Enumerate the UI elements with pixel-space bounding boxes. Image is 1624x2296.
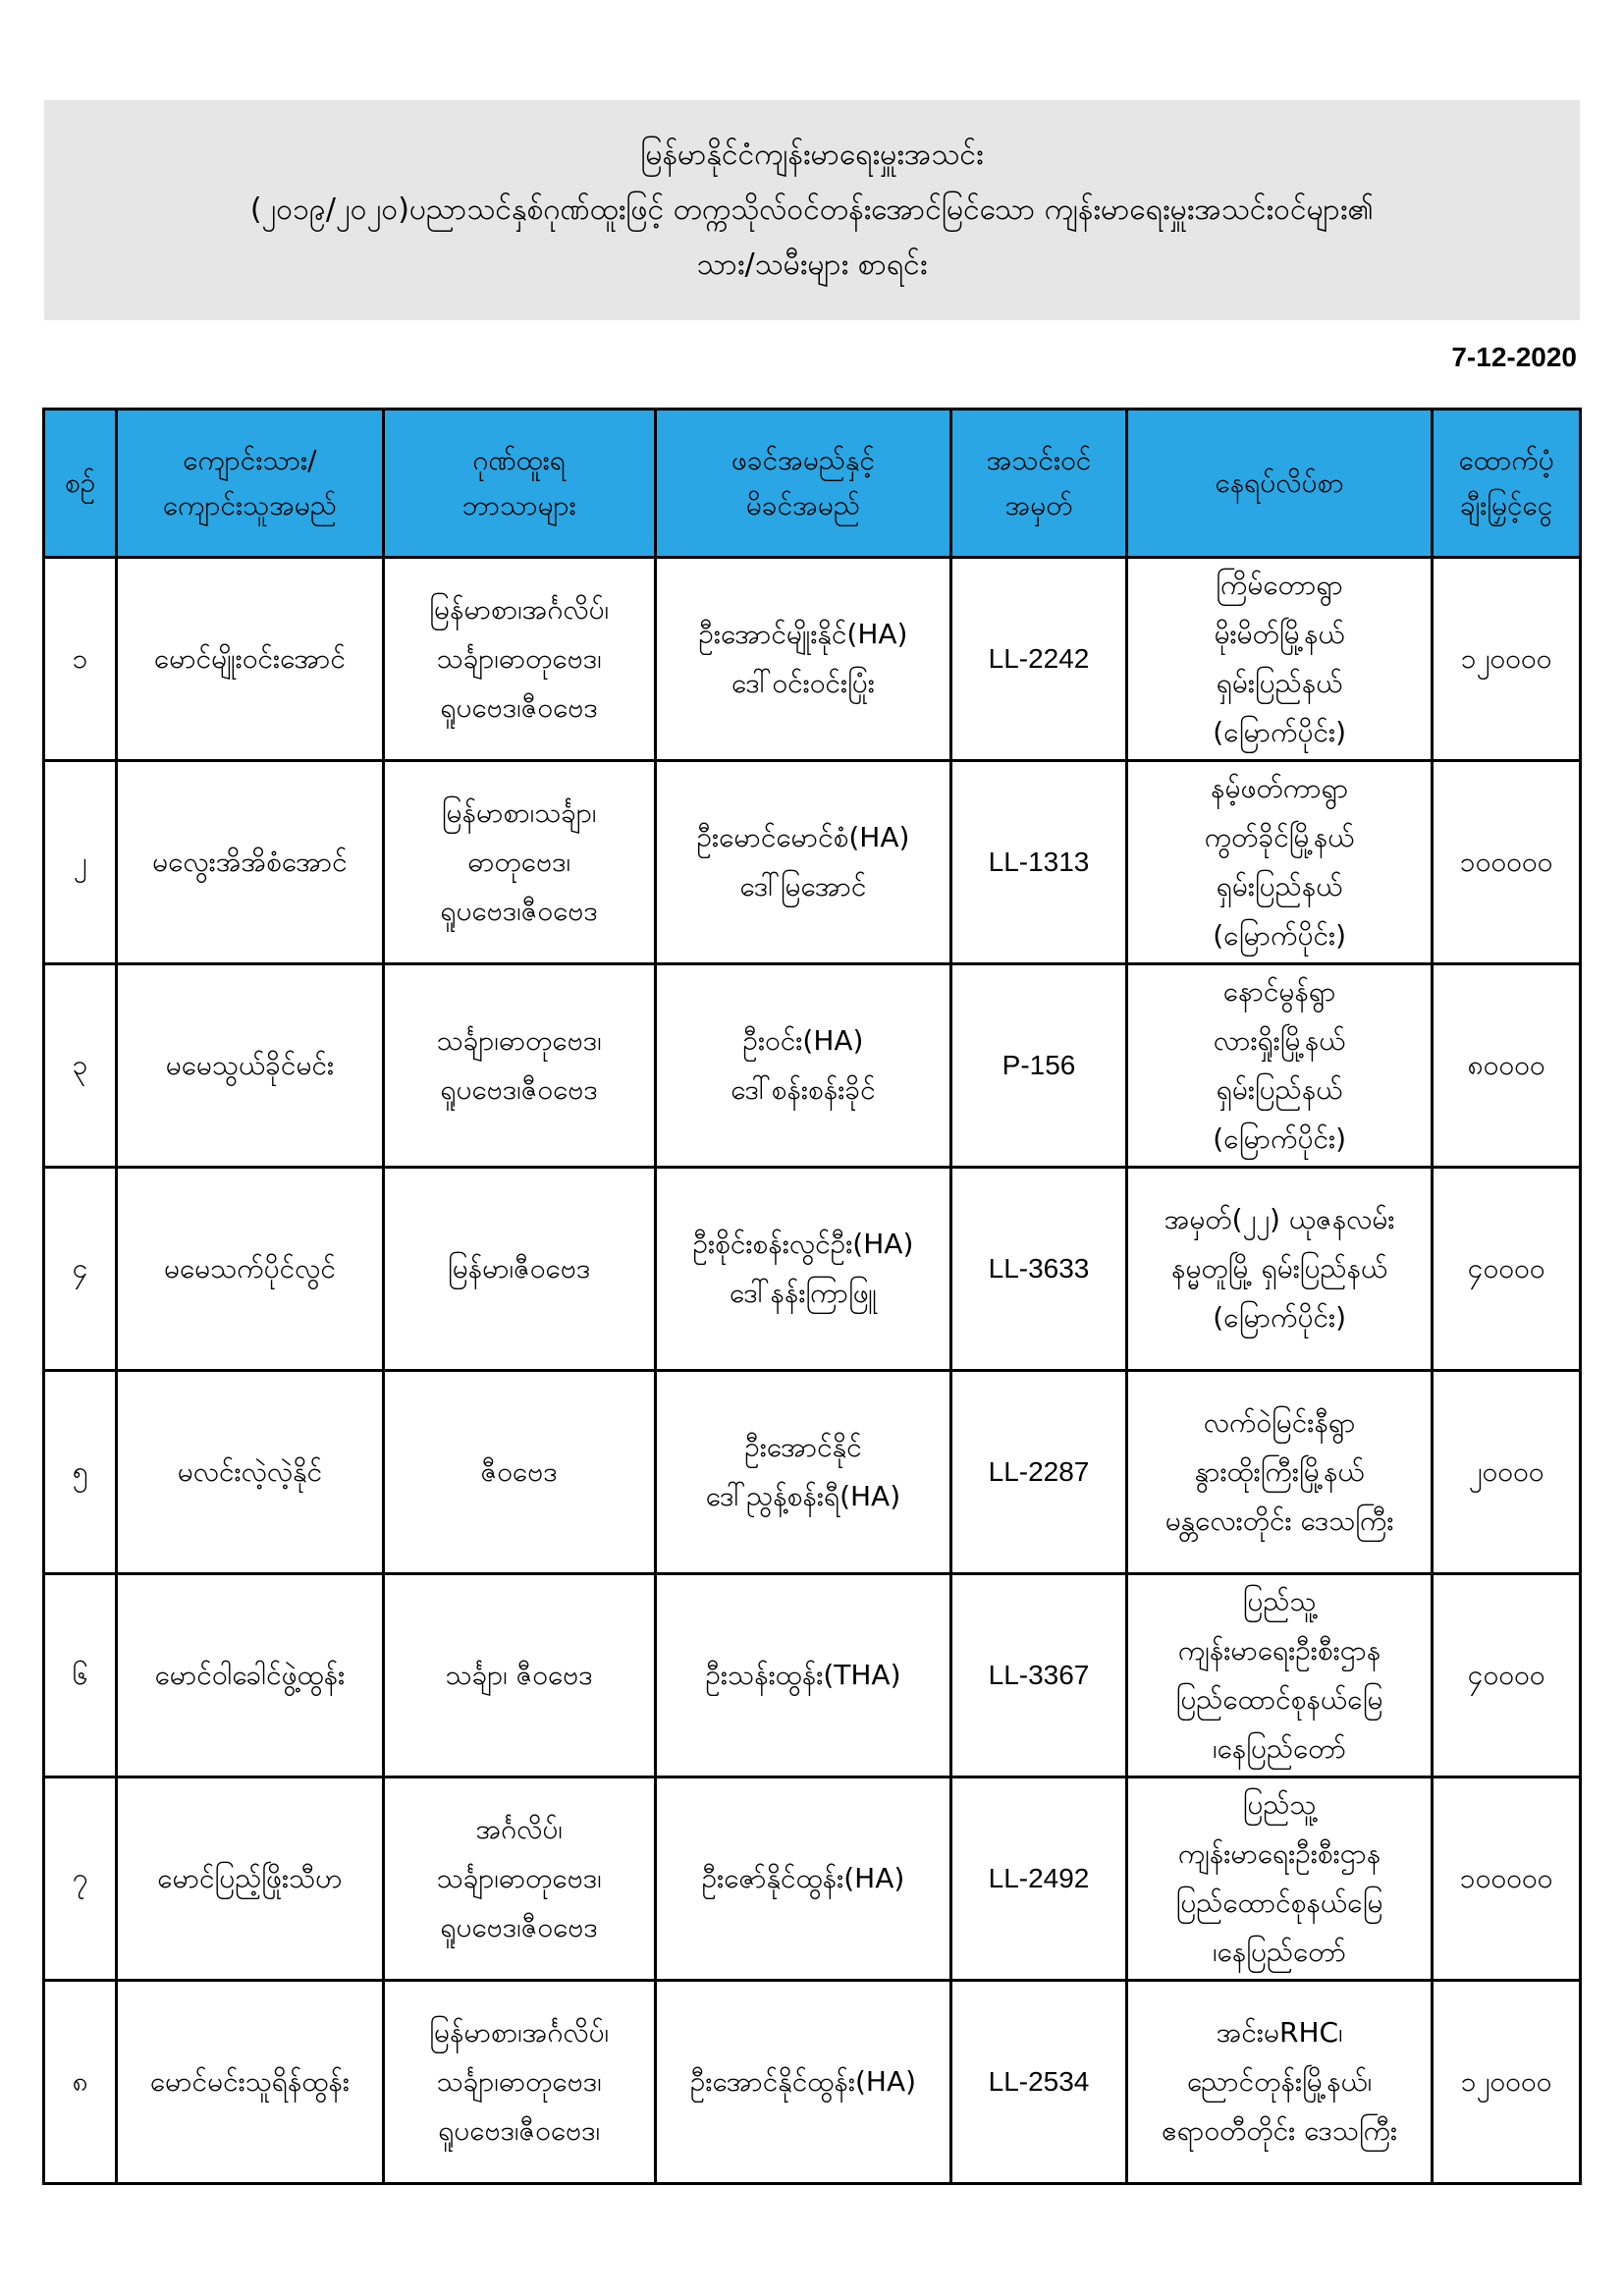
- document-header: [44, 100, 1580, 320]
- cell-license: P-156: [951, 964, 1127, 1168]
- cell-subjects: သင်္ချာ၊ ဇီဝဗေဒ: [383, 1574, 655, 1777]
- cell-parents: ဦးအောင်နိုင် ဒေါ်ညွန့်စန်းရီ(HA): [655, 1371, 950, 1574]
- col-header-address: နေရပ်လိပ်စာ: [1126, 410, 1432, 558]
- cell-subjects: မြန်မာစာ၊အင်္ဂလိပ်၊ သင်္ချာ၊ဓာတုဗေဒ၊ ရူပဗေဒ၊ဇီဝဗေဒ၊: [383, 1981, 655, 2184]
- cell-no: ၄: [44, 1168, 117, 1371]
- cell-amount: ၄၀၀၀၀: [1433, 1168, 1581, 1371]
- cell-address: အင်းမRHC၊ ညောင်တုန်းမြို့နယ်၊ ဧရာဝတီတိုင်း ဒေသကြီး: [1126, 1981, 1432, 2184]
- table-row: [44, 1168, 1581, 1371]
- cell-amount: ၁၂၀၀၀၀: [1433, 558, 1581, 761]
- cell-no: ၇: [44, 1777, 117, 1981]
- cell-no: ၅: [44, 1371, 117, 1574]
- cell-no: ၈: [44, 1981, 117, 2184]
- table-row: [44, 964, 1581, 1168]
- col-header-student-name: ကျောင်းသား/ ကျောင်းသူအမည်: [117, 410, 383, 558]
- cell-name: မောင်ပြည့်ဖြိုးသီဟ: [117, 1777, 383, 1981]
- cell-license: LL-3367: [951, 1574, 1127, 1777]
- cell-name: မလွေးအိအိစံအောင်: [117, 761, 383, 964]
- cell-amount: ၈၀၀၀၀: [1433, 964, 1581, 1168]
- cell-license: LL-2492: [951, 1777, 1127, 1981]
- table-row: [44, 1777, 1581, 1981]
- cell-license: LL-2287: [951, 1371, 1127, 1574]
- cell-license: LL-2242: [951, 558, 1127, 761]
- cell-amount: ၁၂၀၀၀၀: [1433, 1981, 1581, 2184]
- cell-amount: ၄၀၀၀၀: [1433, 1574, 1581, 1777]
- cell-name: မောင်မျိုးဝင်းအောင်: [117, 558, 383, 761]
- header-subtitle-2: သား/သမီးများ စာရင်း: [696, 247, 928, 282]
- table-row: [44, 1981, 1581, 2184]
- cell-subjects: အင်္ဂလိပ်၊ သင်္ချာ၊ဓာတုဗေဒ၊ ရူပဗေဒ၊ဇီဝဗေဒ: [383, 1777, 655, 1981]
- cell-amount: ၁၀၀၀၀၀: [1433, 761, 1581, 964]
- cell-name: မမေသွယ်ခိုင်မင်း: [117, 964, 383, 1168]
- cell-parents: ဦးဝင်း(HA) ဒေါ်စန်းစန်းခိုင်: [655, 964, 950, 1168]
- cell-name: မမေသက်ပိုင်လွင်: [117, 1168, 383, 1371]
- cell-parents: ဦးအောင်မျိုးနိုင်(HA) ဒေါ်ဝင်းဝင်းပြုံး: [655, 558, 950, 761]
- cell-parents: ဦးစိုင်းစန်းလွင်ဦး(HA) ဒေါ်နန်းကြာဖြူ: [655, 1168, 950, 1371]
- cell-license: LL-2534: [951, 1981, 1127, 2184]
- cell-license: LL-1313: [951, 761, 1127, 964]
- table-body: [44, 558, 1581, 2184]
- cell-no: ၁: [44, 558, 117, 761]
- col-header-subjects: ဂုဏ်ထူးရ ဘာသာများ: [383, 410, 655, 558]
- cell-parents: ဦးအောင်နိုင်ထွန်း(HA): [655, 1981, 950, 2184]
- cell-subjects: မြန်မာစာ၊သင်္ချာ၊ ဓာတုဗေဒ၊ ရူပဗေဒ၊ဇီဝဗေဒ: [383, 761, 655, 964]
- table-row: [44, 1574, 1581, 1777]
- cell-amount: ၁၀၀၀၀၀: [1433, 1777, 1581, 1981]
- cell-parents: ဦးသန်းထွန်း(THA): [655, 1574, 950, 1777]
- table-header-row: [44, 410, 1581, 558]
- cell-no: ၂: [44, 761, 117, 964]
- document-date: 7-12-2020: [1451, 342, 1577, 372]
- cell-address: ပြည်သူ့ ကျန်းမာရေးဦးစီးဌာန ပြည်ထောင်စုနယ်မြေ ၊နေပြည်တော်: [1126, 1777, 1432, 1981]
- cell-parents: ဦးမောင်မောင်စံ(HA) ဒေါ်မြအောင်: [655, 761, 950, 964]
- table-row: [44, 558, 1581, 761]
- cell-name: မောင်မင်းသူရိန်ထွန်း: [117, 1981, 383, 2184]
- table-row: [44, 761, 1581, 964]
- cell-amount: ၂၀၀၀၀: [1433, 1371, 1581, 1574]
- col-header-amount: ထောက်ပံ့ ချီးမြှင့်ငွေ: [1433, 410, 1581, 558]
- cell-name: မလင်းလဲ့လဲ့နိုင်: [117, 1371, 383, 1574]
- col-header-license: အသင်းဝင် အမှတ်: [951, 410, 1127, 558]
- cell-address: ကြိမ်တောရွာ မိုးမိတ်မြို့နယ် ရှမ်းပြည်နယ် (မြောက်ပိုင်း): [1126, 558, 1432, 761]
- cell-license: LL-3633: [951, 1168, 1127, 1371]
- cell-subjects: ဇီဝဗေဒ: [383, 1371, 655, 1574]
- cell-address: နမ့်ဖတ်ကာရွာ ကွတ်ခိုင်မြို့နယ် ရှမ်းပြည်နယ် (မြောက်ပိုင်း): [1126, 761, 1432, 964]
- cell-subjects: မြန်မာ၊ဇီဝဗေဒ: [383, 1168, 655, 1371]
- col-header-no: စဉ်: [44, 410, 117, 558]
- cell-no: ၆: [44, 1574, 117, 1777]
- cell-address: အမှတ်(၂၂) ယုဇနလမ်း နမ္မတူမြို့ ရှမ်းပြည်နယ် (မြောက်ပိုင်း): [1126, 1168, 1432, 1371]
- header-subtitle: (၂၀၁၉/၂၀၂၀)ပညာသင်နှစ်ဂုဏ်ထူးဖြင့် တက္ကသိုလ်ဝင်တန်းအောင်မြင်သော ကျန်းမာရေးမှူးအသင်းဝင်များ၏: [249, 192, 1375, 227]
- cell-subjects: မြန်မာစာ၊အင်္ဂလိပ်၊ သင်္ချာ၊ဓာတုဗေဒ၊ ရူပဗေဒ၊ဇီဝဗေဒ: [383, 558, 655, 761]
- col-header-parents: ဖခင်အမည်နှင့် မိခင်အမည်: [655, 410, 950, 558]
- cell-no: ၃: [44, 964, 117, 1168]
- cell-parents: ဦးဇော်နိုင်ထွန်း(HA): [655, 1777, 950, 1981]
- table-row: [44, 1371, 1581, 1574]
- cell-address: နောင်မွန်ရွာ လားရှိုးမြို့နယ် ရှမ်းပြည်နယ် (မြောက်ပိုင်း): [1126, 964, 1432, 1168]
- header-title: မြန်မာနိုင်ငံကျန်းမာရေးမှူးအသင်း: [640, 137, 984, 172]
- cell-address: ပြည်သူ့ ကျန်းမာရေးဦးစီးဌာန ပြည်ထောင်စုနယ်မြေ ၊နေပြည်တော်: [1126, 1574, 1432, 1777]
- cell-name: မောင်ဝါခေါင်ဖွဲ့ထွန်း: [117, 1574, 383, 1777]
- cell-address: လက်ဝဲမြင်းနီရွာ နွားထိုးကြီးမြို့နယ် မန္တလေးတိုင်း ဒေသကြီး: [1126, 1371, 1432, 1574]
- cell-subjects: သင်္ချာ၊ဓာတုဗေဒ၊ ရူပဗေဒ၊ဇီဝဗေဒ: [383, 964, 655, 1168]
- roster-table: [42, 408, 1582, 2185]
